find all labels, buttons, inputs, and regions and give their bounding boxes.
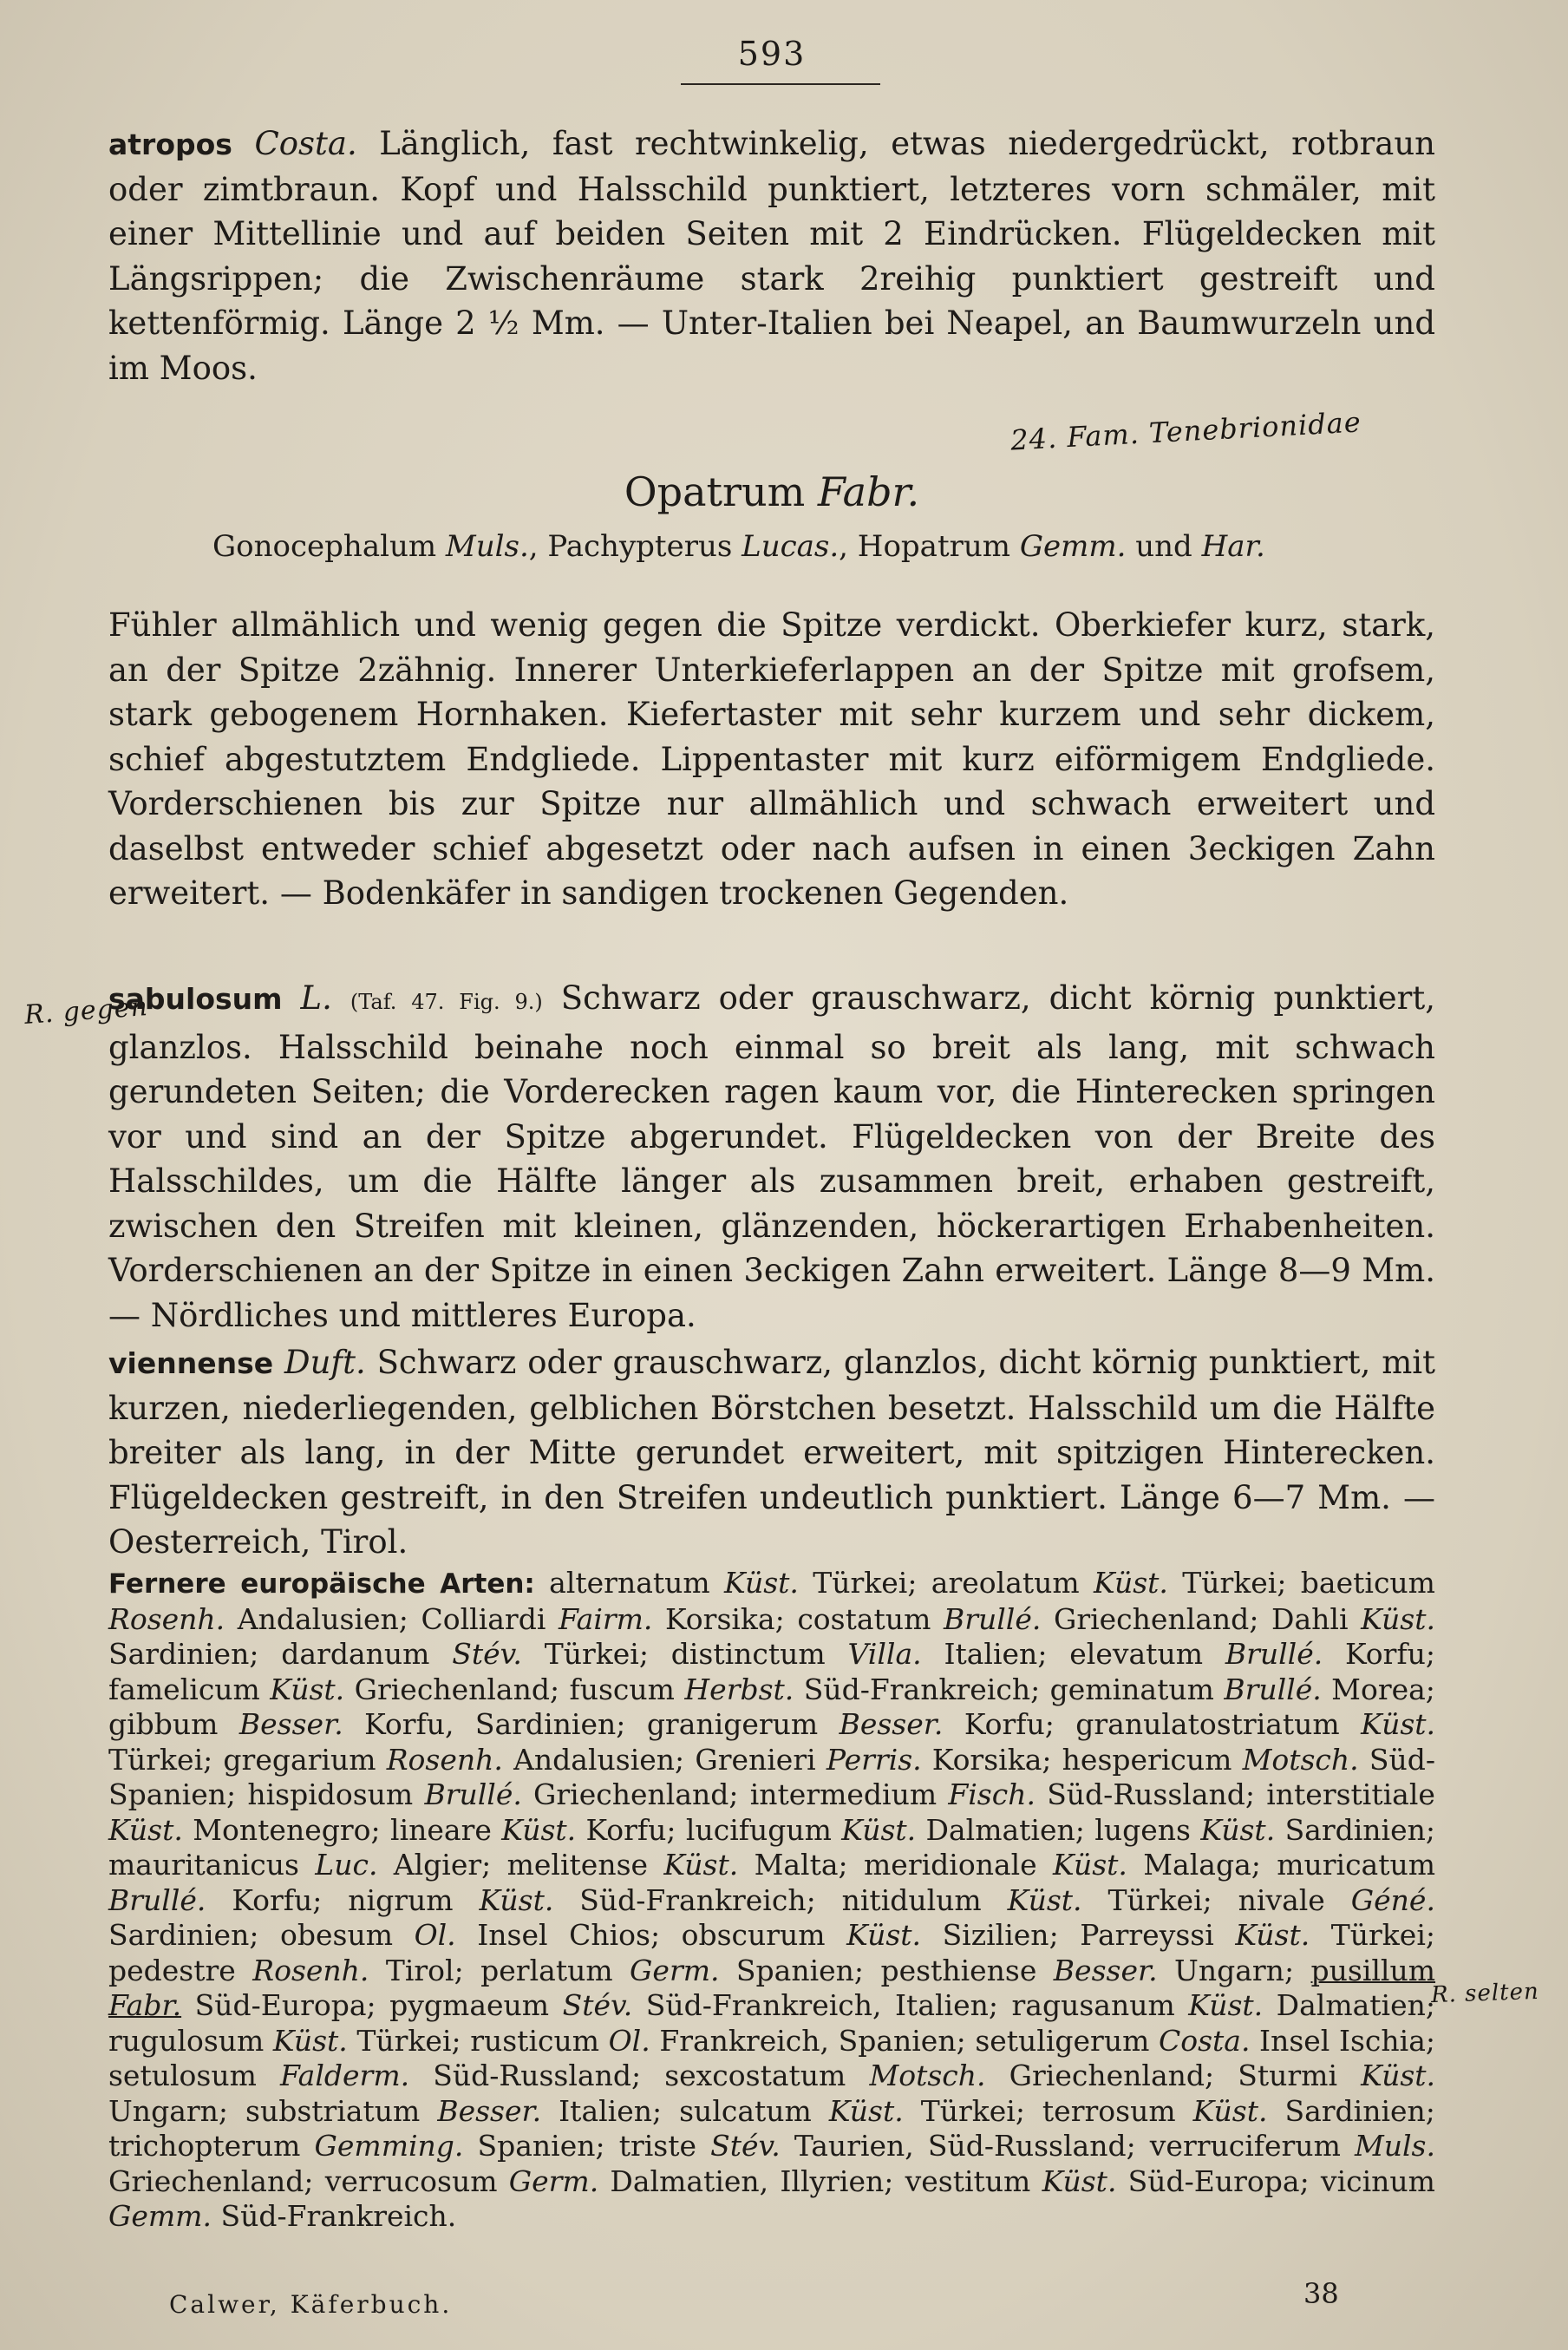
- list-species-region: Korfu: [964, 1707, 1045, 1741]
- genus-synonyms: Gonocephalum Muls., Pachypterus Lucas., Hopatrum Gemm. und Har.: [212, 529, 1265, 564]
- list-species-region: Süd-Frankreich: [579, 1882, 807, 1917]
- list-species-author: Brullé.: [424, 1777, 522, 1811]
- list-species-region: Taurien, Süd-Russland: [794, 2129, 1127, 2163]
- list-species-region: Türkei: [813, 1566, 908, 1600]
- species-list-entry: obscurum Küst. Sizilien;: [681, 1918, 1059, 1952]
- list-species-name: rugulosum: [108, 2023, 265, 2058]
- list-species-author: Ol.: [414, 1918, 456, 1952]
- list-species-author: Perris.: [826, 1742, 922, 1777]
- species-list-entry: dardanum Stév. Türkei;: [281, 1637, 649, 1671]
- list-species-region: Italien: [944, 1637, 1038, 1671]
- list-species-name: perlatum: [480, 1953, 613, 1987]
- list-species-name: lucifugum: [685, 1812, 832, 1847]
- species-text: Schwarz oder grauschwarz, dicht körnig punktiert, glanzlos. Halsschild beinahe noch einmal so breit als lang, mit schwach gerundeten Seiten; die Vorderecken ragen kaum vor, die Hinterecken springen vor und sind an der Spitze abgerundet. Flügeldecken von der Breite des Halsschildes, um die Hälfte länger als zusammen breit, erhaben gestreift, zwischen den Streifen mit kleinen, glänzenden, höckerartigen Erhabenheiten. Vorderschienen an der Spitze in einen 3eckigen Zahn erweitert. Länge 8—9 Mm. — Nördliches und mittleres Europa.: [108, 979, 1436, 1334]
- list-species-author: Géné.: [1350, 1882, 1435, 1917]
- list-species-region: Korsika: [665, 1601, 775, 1636]
- species-list-entry: hispidosum Brullé. Griechenland;: [247, 1777, 739, 1811]
- genus-description: Fühler allmählich und wenig gegen die Spitze verdickt. Oberkiefer kurz, stark, an der Spitze 2zähnig. Innerer Unterkieferlappen an der Spitze mit grofsem, stark gebogenem Hornhaken. Kiefertaster mit sehr kurzem und sehr dickem, schief abgestutztem Endgliede. Lippentaster mit kurz eiförmigem Endgliede. Vorderschienen bis zur Spitze nur allmählich und schwach erweitert und daselbst entweder schief abgesetzt oder nach aufsen in einen 3eckigen Zahn erweitert. — Bodenkäfer in sandigen trockenen Gegenden.: [108, 606, 1435, 912]
- list-species-region: Korsika: [931, 1742, 1042, 1777]
- list-species-region: Süd-Frankreich.: [220, 2199, 457, 2233]
- genus-author: Fabr.: [817, 468, 920, 515]
- list-species-name: muricatum: [1277, 1848, 1436, 1882]
- species-text: Schwarz oder grauschwarz, glanzlos, dicht körnig punktiert, mit kurzen, niederliegenden, gelblichen Börstchen besetzt. Halsschild um die Hälfte breiter als lang, in der Mitte gerundet erweitert, mit spitzigen Hinterecken. Flügeldecken gestreift, in den Streifen undeutlich punktiert. Länge 6—7 Mm. — Oesterreich, Tirol.: [108, 1344, 1436, 1561]
- list-species-region: Korfu, Sardinien: [364, 1707, 617, 1741]
- list-species-region: Dalmatien: [1276, 1988, 1426, 2022]
- species-list-entry: geminatum Brullé. Morea;: [1049, 1672, 1435, 1706]
- species-list-entry: ragusanum Küst. Dalmatien;: [1011, 1988, 1436, 2022]
- page-number: 593: [737, 35, 807, 73]
- list-species-name: geminatum: [1049, 1672, 1214, 1706]
- species-list-entry: mauritanicus Luc. Algier;: [108, 1848, 492, 1882]
- genus-heading: [108, 468, 1435, 515]
- list-species-author: Küst.: [1192, 2093, 1268, 2128]
- list-species-region: Türkei: [544, 1637, 639, 1671]
- list-species-name: fuscum: [569, 1672, 675, 1706]
- species-list-entry: meridionale Küst. Malaga;: [864, 1848, 1261, 1882]
- species-list-entry: Grenieri Perris. Korsika;: [695, 1742, 1052, 1777]
- list-species-region: Tirol: [385, 1953, 454, 1987]
- species-author: Duft.: [284, 1344, 366, 1381]
- species-name: viennense: [108, 1346, 274, 1380]
- list-species-region: Korfu: [1345, 1637, 1426, 1671]
- list-species-name: hispidosum: [247, 1777, 414, 1811]
- species-name: sabulosum: [108, 982, 283, 1016]
- list-species-author: Küst.: [1361, 1601, 1435, 1636]
- list-species-author: Germ.: [630, 1953, 720, 1987]
- list-species-region: Andalusien: [237, 1601, 399, 1636]
- list-species-name: Parreyssi: [1080, 1918, 1214, 1952]
- list-species-region: Griechenland: [1009, 2059, 1205, 2092]
- list-species-region: Insel Chios: [477, 1918, 650, 1952]
- list-species-author: Küst.: [1235, 1918, 1310, 1952]
- list-species-name: rusticum: [470, 2023, 600, 2058]
- list-species-region: Korfu: [232, 1882, 313, 1917]
- species-list-entry: lugens Küst. Sardinien;: [1094, 1812, 1436, 1847]
- list-species-name: hespericum: [1062, 1742, 1232, 1777]
- species-list-entry: Dahli Küst. Sardinien;: [108, 1601, 1435, 1671]
- species-list-entry: Parreyssi Küst. Türkei;: [1080, 1918, 1435, 1952]
- footer-book-title: Calwer, Käferbuch.: [169, 2290, 453, 2319]
- list-species-region: Sizilien: [942, 1918, 1049, 1952]
- species-list-entry: alternatum Küst. Türkei;: [549, 1566, 918, 1600]
- list-species-author: Falderm.: [280, 2059, 410, 2092]
- list-species-region: Süd-Frankreich, Italien: [645, 1988, 989, 2022]
- list-species-region: Algier: [393, 1848, 482, 1882]
- list-species-region: Türkei: [1107, 1882, 1203, 1917]
- list-species-author: Küst.: [1361, 2059, 1436, 2092]
- species-list-entry: terrosum Küst. Sardinien;: [1042, 2093, 1435, 2128]
- list-species-author: Motsch.: [1242, 1742, 1359, 1777]
- list-species-name: costatum: [797, 1601, 931, 1636]
- list-species-region: Malaga: [1143, 1848, 1251, 1882]
- list-species-author: Rosenh.: [386, 1742, 503, 1777]
- list-species-name: pesthiense: [880, 1953, 1037, 1987]
- other-species-list: [108, 1566, 1435, 2235]
- species-list-entry: obesum Ol. Insel Chios;: [280, 1918, 661, 1952]
- list-species-name: granulatostriatum: [1075, 1707, 1340, 1741]
- species-list-entry: pedestre Rosenh. Tirol;: [108, 1953, 464, 1987]
- list-species-author: Küst.: [828, 2093, 904, 2128]
- footer-signature: 38: [1303, 2277, 1339, 2310]
- species-list-entry: perlatum Germ. Spanien;: [480, 1953, 865, 1987]
- plate-reference: (Taf. 47. Fig. 9.): [350, 990, 543, 1014]
- list-species-region: Griechenland: [533, 1777, 729, 1811]
- list-species-region: Süd-Frankreich: [803, 1672, 1031, 1706]
- list-species-author: Fabr.: [108, 1988, 182, 2022]
- list-species-region: Dalmatien, Illyrien: [610, 2163, 885, 2198]
- header-rule: [681, 83, 880, 85]
- list-species-region: Süd-Europa: [194, 1988, 367, 2022]
- list-species-author: Küst.: [501, 1812, 577, 1847]
- list-species-author: Küst.: [1007, 1882, 1082, 1917]
- list-species-author: Costa.: [1158, 2023, 1251, 2058]
- list-species-region: Griechenland: [354, 1672, 550, 1706]
- list-species-name: areolatum: [931, 1566, 1080, 1600]
- list-species-name: granigerum: [646, 1707, 819, 1741]
- species-list-entry: trichopterum Gemming. Spanien;: [108, 2129, 605, 2163]
- list-species-region: Süd-Russland: [1047, 1777, 1245, 1811]
- list-species-name: trichopterum: [108, 2129, 301, 2163]
- list-species-name: Dahli: [1271, 1601, 1349, 1636]
- list-species-author: Germ.: [508, 2163, 599, 2198]
- list-species-author: Brullé.: [108, 1882, 206, 1917]
- list-species-author: Besser.: [1053, 1953, 1158, 1987]
- list-species-author: Villa.: [847, 1637, 922, 1671]
- list-species-author: Küst.: [1200, 1812, 1276, 1847]
- species-list-entry: melitense Küst. Malta;: [506, 1848, 848, 1882]
- list-species-author: Gemming.: [314, 2129, 464, 2163]
- list-species-author: Brullé.: [1224, 1672, 1322, 1706]
- entry-viennense: [108, 1340, 1435, 1565]
- list-species-author: Küst.: [1042, 2163, 1117, 2198]
- list-species-name: obesum: [280, 1918, 394, 1952]
- species-list-entry: rugulosum Küst. Türkei;: [108, 2023, 461, 2058]
- list-species-region: Türkei: [108, 1742, 204, 1777]
- species-list-entry: rusticum Ol. Frankreich, Spanien;: [470, 2023, 966, 2058]
- list-species-region: Spanien: [735, 1953, 854, 1987]
- list-species-author: Herbst.: [684, 1672, 794, 1706]
- other-species-heading: Fernere europäische Arten:: [108, 1568, 535, 1600]
- list-species-author: Küst.: [1053, 1848, 1127, 1882]
- list-species-author: Ol.: [608, 2023, 650, 2058]
- list-species-author: Küst.: [270, 1672, 345, 1706]
- species-list-entry: granulatostriatum Küst. Türkei;: [108, 1707, 1436, 1777]
- species-list-entry: triste Stév. Taurien, Süd-Russland;: [618, 2129, 1136, 2163]
- species-list-entry: lineare Küst. Korfu;: [390, 1812, 676, 1847]
- list-species-author: Gemm.: [108, 2199, 212, 2233]
- list-species-region: Griechenland: [108, 2163, 304, 2198]
- species-list-entry: areolatum Küst. Türkei;: [931, 1566, 1287, 1600]
- list-species-region: Türkei: [920, 2093, 1016, 2128]
- species-name: atropos: [108, 128, 232, 161]
- species-list-entry: pesthiense Besser. Ungarn;: [880, 1953, 1295, 1987]
- list-species-name: ragusanum: [1011, 1988, 1175, 2022]
- species-list-entry: interstitiale Küst. Montenegro;: [108, 1777, 1435, 1847]
- list-species-region: Süd-Spanien: [108, 1742, 1435, 1811]
- list-species-region: Morea: [1331, 1672, 1426, 1706]
- list-species-region: Andalusien: [513, 1742, 676, 1777]
- list-species-region: Montenegro: [193, 1812, 371, 1847]
- list-species-name: verrucosum: [324, 2163, 498, 2198]
- list-species-author: Küst.: [841, 1812, 917, 1847]
- list-species-name: intermedium: [749, 1777, 938, 1811]
- list-species-author: Besser.: [437, 2093, 542, 2128]
- list-species-region: Ungarn: [1174, 1953, 1284, 1987]
- list-species-name: nigrum: [348, 1882, 454, 1917]
- list-species-name: gregarium: [223, 1742, 376, 1777]
- list-species-author: Küst.: [1188, 1988, 1264, 2022]
- species-list-entry: distinctum Villa. Italien;: [670, 1637, 1048, 1671]
- list-species-author: Küst.: [108, 1812, 183, 1847]
- list-species-name: vicinum: [1320, 2163, 1435, 2198]
- list-species-name: sulcatum: [679, 2093, 812, 2128]
- list-species-author: Fisch.: [948, 1777, 1036, 1811]
- list-species-region: Türkei: [1182, 1566, 1277, 1600]
- species-list-entry: vestitum Küst. Süd-Europa;: [905, 2163, 1310, 2198]
- list-species-name: Colliardi: [421, 1601, 546, 1636]
- species-text: Länglich, fast rechtwinkelig, etwas niedergedrückt, rotbraun oder zimtbraun. Kopf und Halsschild punktiert, letzteres vorn schmäler, mit einer Mittellinie und auf beiden Seiten mit 2 Eindrücken. Flügeldecken mit Längsrippen; die Zwischenräume stark 2reihig punktiert gestreift und kettenförmig. Länge 2 ½ Mm. — Unter-Italien bei Neapel, an Baumwurzeln und im Moos.: [108, 125, 1436, 387]
- entry-sabulosum: [108, 976, 1435, 1338]
- list-species-name: Grenieri: [695, 1742, 816, 1777]
- species-list-entry: granigerum Besser. Korfu;: [646, 1707, 1055, 1741]
- list-species-name: terrosum: [1042, 2093, 1176, 2128]
- species-list-entry: muricatum Brullé. Korfu;: [108, 1848, 1436, 1917]
- list-species-region: Korfu: [585, 1812, 667, 1847]
- list-species-name: Sturmi: [1238, 2059, 1338, 2092]
- genus-name: Opatrum: [624, 468, 806, 515]
- list-species-region: Frankreich, Spanien: [659, 2023, 957, 2058]
- list-species-region: Sardinien: [108, 1918, 250, 1952]
- list-species-name: mauritanicus: [108, 1848, 299, 1882]
- list-species-name: pusillum: [1310, 1953, 1436, 1987]
- list-species-name: setulosum: [108, 2059, 257, 2092]
- species-list-entry: setuligerum Costa. Insel Ischia;: [975, 2023, 1435, 2058]
- species-list-entry: famelicum Küst. Griechenland;: [108, 1672, 560, 1706]
- handwritten-margin-note-right: R. selten: [1430, 1978, 1540, 2009]
- list-species-name: obscurum: [681, 1918, 826, 1952]
- list-species-name: lineare: [390, 1812, 492, 1847]
- list-species-region: Malta: [754, 1848, 839, 1882]
- species-list-entry: costatum Brullé. Griechenland;: [797, 1601, 1259, 1636]
- list-species-name: nitidulum: [841, 1882, 982, 1917]
- list-species-author: Küst.: [272, 2023, 348, 2058]
- species-list-entry: gibbum Besser. Korfu, Sardinien;: [108, 1707, 626, 1741]
- list-species-region: Türkei: [356, 2023, 452, 2058]
- list-species-region: Süd-Russland: [433, 2059, 631, 2092]
- list-species-name: sexcostatum: [664, 2059, 846, 2092]
- list-species-region: Insel Ischia: [1259, 2023, 1426, 2058]
- list-species-author: Küst.: [1361, 1707, 1436, 1741]
- species-author: Costa.: [254, 125, 357, 162]
- list-species-author: Stév.: [452, 1637, 522, 1671]
- list-species-author: Küst.: [724, 1566, 799, 1600]
- species-list-entry: gregarium Rosenh. Andalusien;: [223, 1742, 685, 1777]
- species-list-entry: nitidulum Küst. Türkei;: [841, 1882, 1212, 1917]
- list-species-name: nivale: [1238, 1882, 1325, 1917]
- list-species-name: setuligerum: [975, 2023, 1150, 2058]
- list-species-name: triste: [618, 2129, 697, 2163]
- list-species-author: Brullé.: [943, 1601, 1042, 1636]
- species-list-entry: pygmaeum Stév. Süd-Frankreich, Italien;: [389, 1988, 999, 2022]
- list-species-name: melitense: [506, 1848, 649, 1882]
- species-list-entry: pusillum Fabr. Süd-Europa;: [108, 1953, 1436, 2022]
- list-species-author: Besser.: [839, 1707, 944, 1741]
- species-list-entry: Colliardi Fairm. Korsika;: [421, 1601, 785, 1636]
- list-species-name: interstitiale: [1266, 1777, 1435, 1811]
- list-species-region: Italien: [559, 2093, 653, 2128]
- species-list-entry: verrucosum Germ. Dalmatien, Illyrien;: [324, 2163, 894, 2198]
- species-list-entry: sulcatum Küst. Türkei;: [679, 2093, 1025, 2128]
- species-list-entry: fuscum Herbst. Süd-Frankreich;: [569, 1672, 1041, 1706]
- list-species-name: elevatum: [1069, 1637, 1203, 1671]
- list-species-author: Fairm.: [558, 1601, 653, 1636]
- species-list-entry: baeticum Rosenh. Andalusien;: [108, 1566, 1435, 1636]
- species-author: L.: [300, 979, 332, 1017]
- list-species-author: Küst.: [479, 1882, 554, 1917]
- list-species-author: Motsch.: [869, 2059, 986, 2092]
- list-species-author: Stév.: [710, 2129, 781, 2163]
- list-species-name: meridionale: [864, 1848, 1037, 1882]
- list-species-region: Griechenland: [1053, 1601, 1250, 1636]
- list-species-author: Muls.: [1354, 2129, 1435, 2163]
- handwritten-family-note: 24. Fam. Tenebrionidae: [1009, 405, 1362, 457]
- list-species-name: vestitum: [905, 2163, 1031, 2198]
- list-species-name: dardanum: [281, 1637, 430, 1671]
- list-species-name: pedestre: [108, 1953, 236, 1987]
- list-species-name: substriatum: [245, 2093, 421, 2128]
- species-list-entry: nigrum Küst. Süd-Frankreich;: [348, 1882, 816, 1917]
- species-list-entry: Sturmi Küst. Ungarn;: [108, 2059, 1436, 2128]
- list-species-name: pygmaeum: [389, 1988, 550, 2022]
- list-species-author: Besser.: [238, 1707, 343, 1741]
- list-species-name: lugens: [1094, 1812, 1191, 1847]
- list-species-name: verruciferum: [1149, 2129, 1341, 2163]
- list-species-name: alternatum: [549, 1566, 710, 1600]
- list-species-name: gibbum: [108, 1707, 219, 1741]
- species-list-entry: hespericum Motsch. Süd-Spanien;: [108, 1742, 1435, 1811]
- entry-atropos: [108, 121, 1435, 390]
- species-list-entry: setulosum Falderm. Süd-Russland;: [108, 2059, 642, 2092]
- list-species-author: Küst.: [846, 1918, 922, 1952]
- list-species-name: distinctum: [670, 1637, 826, 1671]
- list-species-region: Sardinien: [1284, 1812, 1426, 1847]
- list-species-name: baeticum: [1300, 1566, 1435, 1600]
- list-species-region: Sardinien: [108, 1637, 250, 1671]
- handwritten-margin-note-left: R. gegen: [23, 992, 149, 1031]
- list-species-author: Rosenh.: [252, 1953, 369, 1987]
- list-species-author: Stév.: [562, 1988, 633, 2022]
- list-species-region: Süd-Europa: [1127, 2163, 1300, 2198]
- species-list-entry: sexcostatum Motsch. Griechenland;: [664, 2059, 1215, 2092]
- species-list-entry: lucifugum Küst. Dalmatien;: [685, 1812, 1085, 1847]
- list-species-region: Dalmatien: [925, 1812, 1075, 1847]
- list-species-author: Küst.: [663, 1848, 739, 1882]
- list-species-author: Brullé.: [1225, 1637, 1323, 1671]
- species-list-entry: nivale Géné. Sardinien;: [108, 1882, 1435, 1952]
- species-list-entry: elevatum Brullé. Korfu;: [1069, 1637, 1436, 1671]
- list-species-region: Spanien: [477, 2129, 596, 2163]
- list-species-name: famelicum: [108, 1672, 260, 1706]
- list-species-author: Rosenh.: [108, 1601, 225, 1636]
- list-species-author: Luc.: [315, 1848, 378, 1882]
- species-list-entry: intermedium Fisch. Süd-Russland;: [749, 1777, 1256, 1811]
- list-species-region: Sardinien: [1284, 2093, 1426, 2128]
- list-species-region: Ungarn: [108, 2093, 219, 2128]
- species-list-entry: verruciferum Muls. Griechenland;: [108, 2129, 1435, 2198]
- species-list-entry: substriatum Besser. Italien;: [245, 2093, 663, 2128]
- list-species-region: Türkei: [1330, 1918, 1426, 1952]
- list-species-author: Küst.: [1094, 1566, 1168, 1600]
